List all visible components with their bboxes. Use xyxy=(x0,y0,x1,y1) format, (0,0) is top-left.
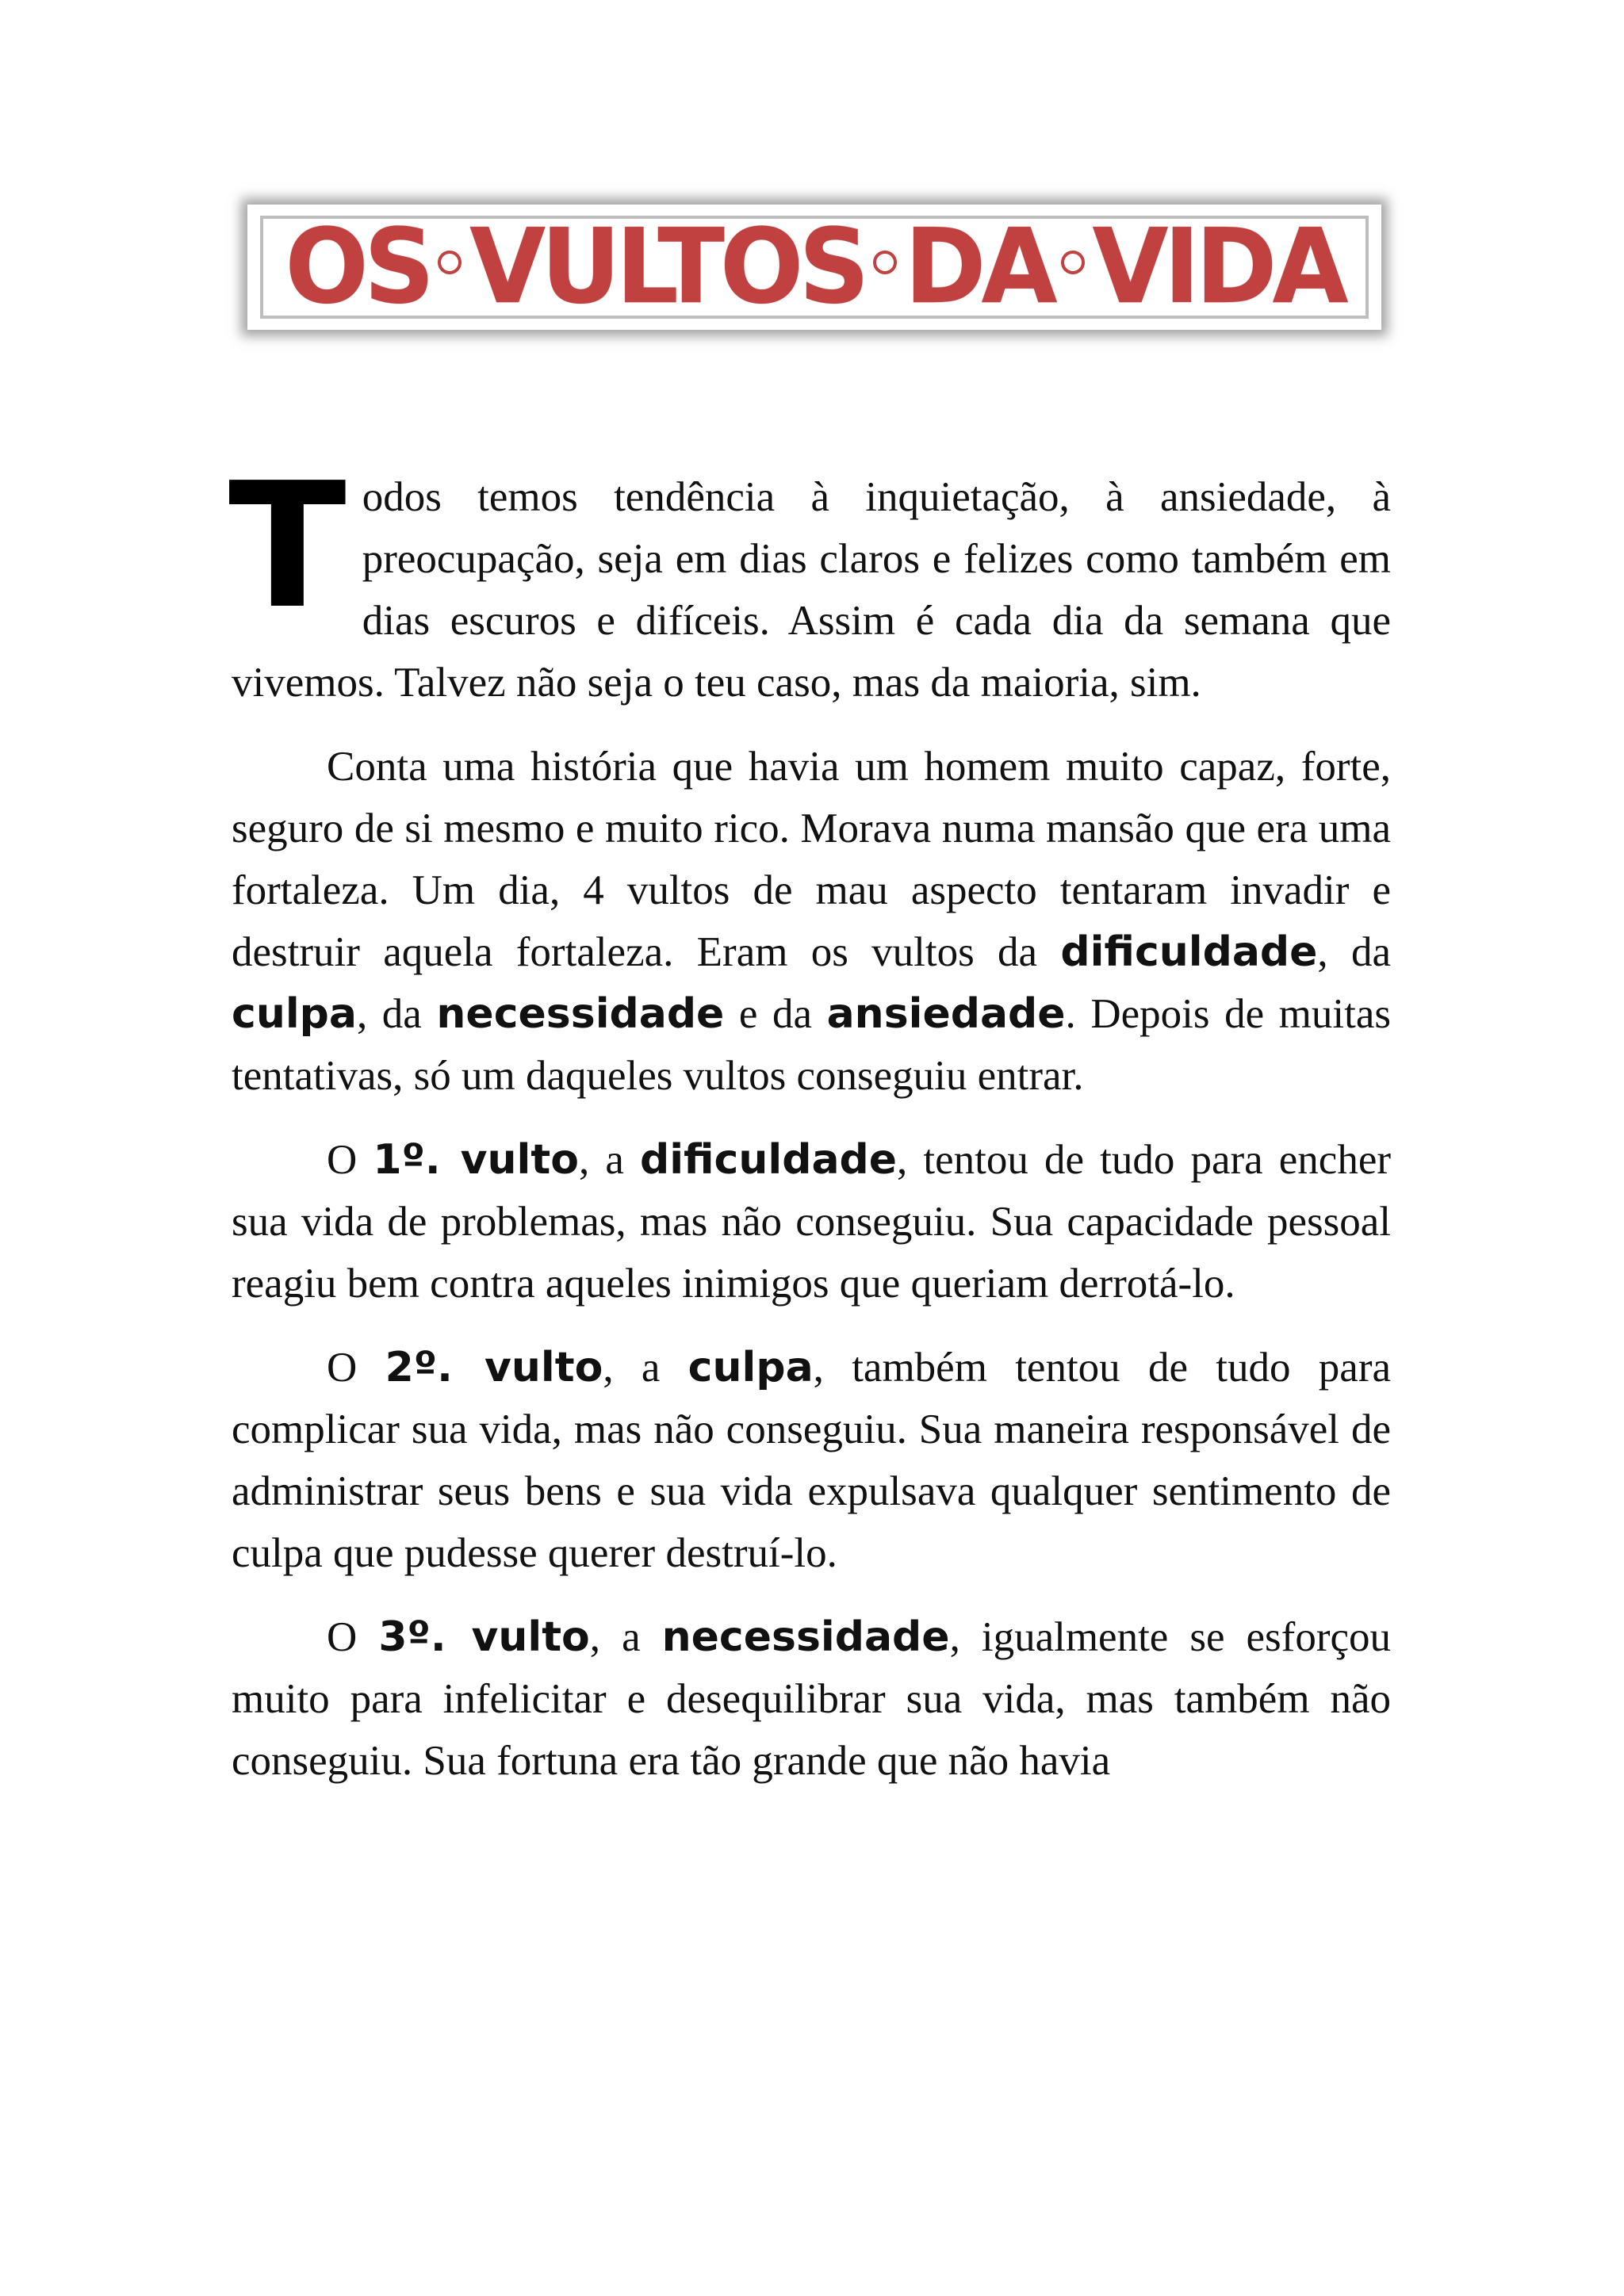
keyword-necessidade: necessidade xyxy=(661,1613,950,1661)
keyword-necessidade: necessidade xyxy=(436,990,725,1038)
title-separator-dot xyxy=(438,251,462,274)
paragraph-text: odos temos tendência à inquietação, à ansiedade, à preocupação, seja em dias claros e felizes como também em dias escuros e difíceis. Assim é cada dia da semana que vivemos. Talvez não seja o teu caso, mas da maioria, sim. xyxy=(232,474,1391,706)
paragraph-4 xyxy=(232,1337,1391,1584)
title-word: DA xyxy=(904,207,1053,327)
paragraph-text: , também tentou de tudo para complicar sua vida, mas não conseguiu. Sua maneira responsável de administrar seus bens e sua vida expulsava qualquer sentimento de culpa que pudesse querer destruí-lo. xyxy=(232,1345,1391,1576)
paragraph-text: . Depois de muitas tentativas, só um daqueles vultos conseguiu entrar. xyxy=(232,991,1391,1099)
paragraph-2 xyxy=(232,736,1391,1107)
keyword-second-vulto: 2º. vulto xyxy=(385,1344,603,1391)
title-word: VIDA xyxy=(1092,207,1344,327)
keyword-culpa: culpa xyxy=(232,990,357,1038)
keyword-first-vulto: 1º. vulto xyxy=(373,1136,579,1184)
paragraph-text: O xyxy=(327,1345,385,1391)
keyword-third-vulto: 3º. vulto xyxy=(378,1613,590,1661)
paragraph-text: O xyxy=(327,1614,379,1660)
paragraph-text: , da xyxy=(356,991,437,1037)
paragraph-text: e da xyxy=(724,991,827,1037)
paragraph-text: O xyxy=(327,1137,373,1183)
body-text xyxy=(228,446,1392,1792)
paragraph-5 xyxy=(232,1606,1391,1792)
title-separator-dot xyxy=(873,251,897,274)
title-separator-dot xyxy=(1061,251,1085,274)
drop-cap-letter: T xyxy=(228,446,347,647)
paragraph-text: , a xyxy=(589,1614,662,1660)
keyword-culpa: culpa xyxy=(688,1344,814,1391)
paragraph-text: , tentou de tudo para encher sua vida de problemas, mas não conseguiu. Sua capacidade pessoal reagiu bem contra aqueles inimigos que queriam derrotá-lo. xyxy=(232,1137,1391,1307)
paragraph-text: Conta uma história que havia um homem muito capaz, forte, seguro de si mesmo e muito rico. Morava numa mansão que era uma fortaleza. Um dia, 4 vultos de mau aspecto tentaram invadir e destruir aquela fortaleza. Eram os vultos da xyxy=(232,744,1391,975)
paragraph-text: , igualmente se esforçou muito para infelicitar e desequilibrar sua vida, mas também não conseguiu. Sua fortuna era tão grande que não havia xyxy=(232,1614,1392,1784)
paragraph-1 xyxy=(228,446,1391,714)
title-word: OS xyxy=(285,207,431,327)
paragraph-text: , da xyxy=(1317,929,1391,975)
paragraph-text: , a xyxy=(578,1137,640,1183)
keyword-dificuldade: dificuldade xyxy=(639,1136,898,1184)
paragraph-3 xyxy=(232,1129,1391,1314)
title-banner xyxy=(260,207,1369,327)
keyword-ansiedade: ansiedade xyxy=(826,990,1066,1038)
paragraph-text: , a xyxy=(603,1345,688,1391)
title-word: VULTOS xyxy=(469,207,865,327)
keyword-dificuldade: dificuldade xyxy=(1060,928,1318,976)
